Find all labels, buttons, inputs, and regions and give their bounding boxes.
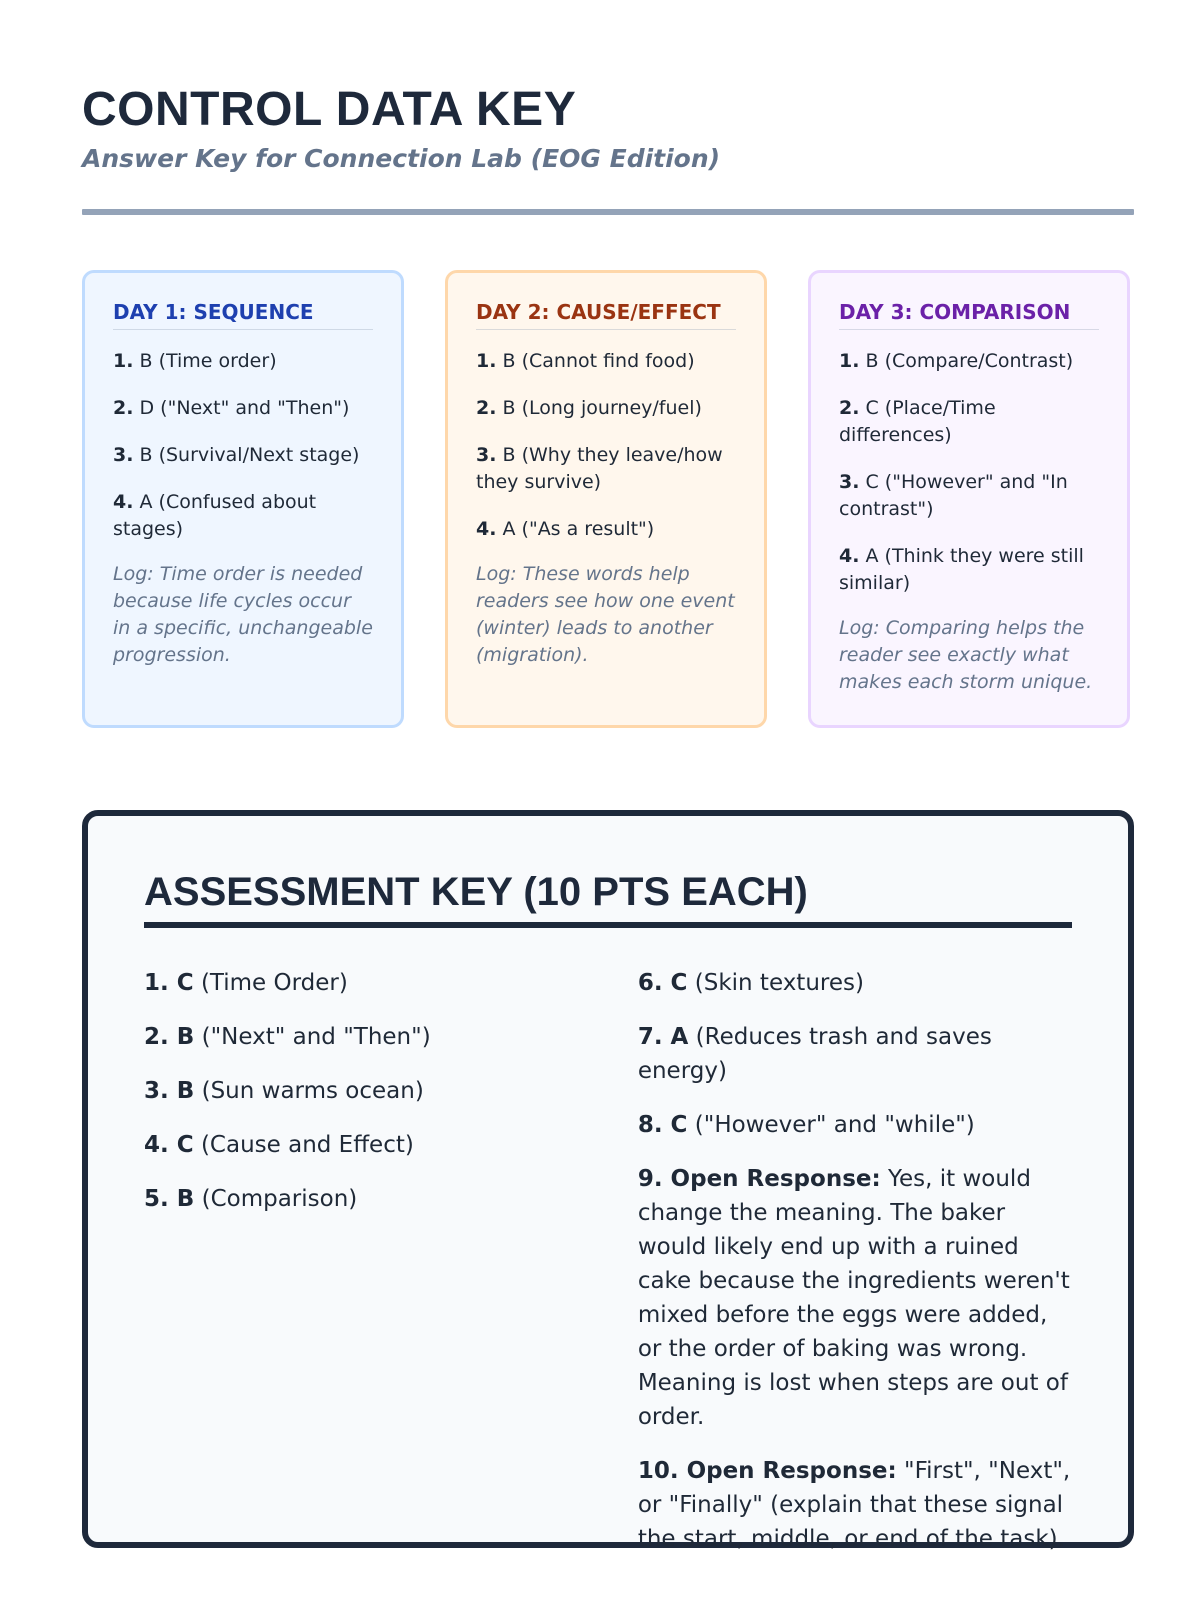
assessment-item [638, 1454, 1072, 1556]
assessment-item [144, 966, 638, 1000]
day-2-card [445, 270, 767, 728]
header [82, 82, 1134, 173]
item-answer: A (Confused about stages) [113, 491, 317, 540]
item-answer: (Sun warms ocean) [194, 1078, 424, 1104]
assessment-item [638, 1020, 1072, 1088]
day-card-heading: DAY 3: COMPARISON [839, 299, 1099, 330]
item-number: 4. [113, 491, 134, 513]
assessment-item [144, 1182, 638, 1216]
item-answer: C (Place/Time differences) [839, 397, 996, 446]
item-answer: B (Survival/Next stage) [139, 444, 360, 466]
item-number: 7. A [637, 1024, 689, 1050]
item-number: 1. C [144, 970, 194, 996]
assessment-columns [144, 966, 1072, 1576]
item-answer: B (Time order) [139, 350, 277, 372]
assessment-item [638, 1162, 1072, 1434]
item-number: 3. [476, 444, 497, 466]
assessment-item [144, 1020, 638, 1054]
item-number: 2. B [144, 1024, 195, 1050]
item-number: 4. [839, 545, 860, 567]
item-answer: ("Next" and "Then") [194, 1024, 431, 1050]
assessment-left-column [144, 966, 638, 1576]
day-3-card [808, 270, 1130, 728]
item-number: 9. Open Response: [637, 1166, 881, 1192]
item-answer: B (Cannot find food) [502, 350, 695, 372]
day-answer-item [839, 543, 1099, 597]
page-subtitle: Answer Key for Connection Lab (EOG Edition) [82, 144, 721, 173]
day-log-note: Log: These words help readers see how one event (winter) leads to another (migration). [476, 563, 735, 666]
day-answer-item [476, 516, 736, 543]
item-answer: B (Long journey/fuel) [502, 397, 702, 419]
day-1-card [82, 270, 404, 728]
item-number: 1. [476, 350, 497, 372]
item-number: 5. B [144, 1186, 195, 1212]
day-answer-item [839, 469, 1099, 523]
item-number: 4. C [144, 1132, 194, 1158]
item-answer: B (Compare/Contrast) [865, 350, 1074, 372]
item-answer: D ("Next" and "Then") [139, 397, 350, 419]
assessment-title: ASSESSMENT KEY (10 PTS EACH) [144, 868, 1072, 928]
item-answer: A (Think they were still similar) [839, 545, 1084, 594]
item-answer: (Reduces trash and saves energy) [637, 1024, 992, 1084]
item-number: 2. [476, 397, 497, 419]
item-answer: ("However" and "while") [687, 1112, 975, 1138]
day-answer-item [476, 348, 736, 375]
item-number: 1. [839, 350, 860, 372]
item-answer: (Time Order) [193, 970, 348, 996]
day-log-note: Log: Time order is needed because life cycles occur in a specific, unchangeable progression. [113, 563, 373, 666]
item-answer: A ("As a result") [502, 518, 655, 540]
assessment-item [144, 1128, 638, 1162]
item-number: 8. C [637, 1112, 688, 1138]
assessment-item [638, 966, 1072, 1000]
day-answer-item [113, 395, 373, 422]
item-number: 1. [113, 350, 134, 372]
item-number: 3. [113, 444, 134, 466]
page-title: CONTROL DATA KEY [82, 83, 577, 136]
day-answer-item [476, 442, 736, 496]
day-card-heading: DAY 1: SEQUENCE [113, 299, 373, 330]
item-number: 10. Open Response: [637, 1458, 897, 1484]
assessment-item [638, 1108, 1072, 1142]
assessment-item [144, 1074, 638, 1108]
item-answer: (Comparison) [194, 1186, 358, 1212]
item-number: 2. [839, 397, 860, 419]
item-answer: B (Why they leave/how they survive) [476, 444, 723, 493]
item-answer: (Skin textures) [687, 970, 864, 996]
header-divider [82, 209, 1134, 215]
item-answer: (Cause and Effect) [193, 1132, 414, 1158]
day-answer-item [839, 348, 1099, 375]
day-answer-item [113, 348, 373, 375]
item-number: 2. [113, 397, 134, 419]
day-answer-item [839, 395, 1099, 449]
item-answer: "First", "Next", or "Finally" (explain that these signal the start, middle, or end of the task). [637, 1458, 1071, 1552]
assessment-key-panel [82, 810, 1134, 1552]
item-number: 3. [839, 471, 860, 493]
day-answer-item [476, 395, 736, 422]
item-answer: Yes, it would change the meaning. The baker would likely end up with a ruined cake because the ingredients weren't mixed before the eggs were added, or the order of baking was wrong. Meaning is lost when steps are out of order. [637, 1166, 1070, 1430]
day-card-heading: DAY 2: CAUSE/EFFECT [476, 299, 736, 330]
day-log-note: Log: Comparing helps the reader see exactly what makes each storm unique. [839, 617, 1093, 693]
item-answer: C ("However" and "In contrast") [839, 471, 1068, 520]
day-answer-item [113, 442, 373, 469]
item-number: 3. B [144, 1078, 195, 1104]
item-number: 6. C [637, 970, 688, 996]
day-answer-item [113, 489, 373, 543]
assessment-right-column [638, 966, 1072, 1576]
item-number: 4. [476, 518, 497, 540]
